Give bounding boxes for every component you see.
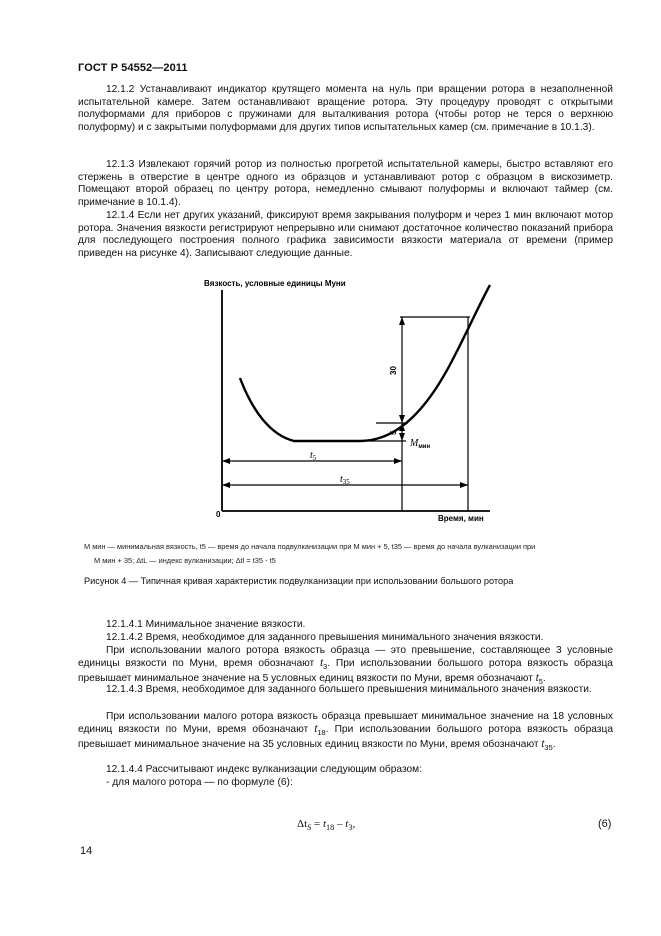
figure-4-vulcanization-curve	[190, 275, 510, 535]
paragraph-small-rotor-18: При использовании малого ротора вязкость образца превышает минимальное значение на 18 условных единиц вязкости по Муни, время обозначают $t_{18}$. При использовании большого ротора вязкость образца превышает минимальное значение на 35 условных единиц вязкости по Муни, время обозначают $t_{35}$.	[78, 711, 613, 753]
paragraph-12-1-2: 12.1.2 Устанавливают индикатор крутящего момента на нуль при вращении ротора в незаполненной испытательной камере. Затем останавливают вращение ротора. Эту процедуру проводят с открытыми полуформами для приборов с пружинами для выталкивания ротора (чтобы ротор не терся о верхнюю полуформу) и с закрытыми полуформами для других типов испытательных камер (см. примечание в 10.1.3).	[78, 84, 613, 133]
item-12-1-4-4: 12.1.4.4 Рассчитывают индекс вулканизации следующим образом:	[106, 764, 423, 775]
item-12-1-4-2: 12.1.4.2 Время, необходимое для заданного превышения минимального значения вязкости.	[106, 632, 544, 643]
paragraph-12-1-4: 12.1.4 Если нет других указаний, фиксируют время закрывания полуформ и через 1 мин включают мотор ротора. Значения вязкости регистрируют непрерывно или снимают достаточное количество показаний прибора для последующего построения полного графика зависимости вязкости материала от времени (пример приведен на рисунке 4). Записывают следующие данные.	[78, 210, 613, 259]
arrow-down-30	[399, 415, 405, 423]
label-5: 5	[389, 430, 398, 435]
formula-6: $\Delta t_S = t_{18} - t_3$,	[297, 818, 356, 833]
m-min-label: $M_{мин}$	[410, 438, 431, 450]
arrow-down-5	[399, 433, 405, 441]
arrow-up-30	[399, 317, 405, 325]
viscosity-curve	[240, 285, 490, 441]
page-number: 14	[80, 845, 93, 857]
paragraph-12-1-3: 12.1.3 Извлекают горячий ротор из полностью прогретой испытательной камеры, быстро вставляют его стержень в отверстие в центре одного из образцов и устанавливают ротор с образцом в вискозиметр. Помещают второй образец по центру ротора, немедленно смывают полуформы и включают таймер (см. примечание в 10.1.4).	[78, 159, 613, 208]
t35-label: $t_{35}$	[340, 474, 350, 486]
y-axis-label: Вязкость, условные единицы Муни	[204, 279, 346, 288]
item-12-1-4-1: 12.1.4.1 Минимальное значение вязкости.	[106, 619, 306, 630]
x-axis-label: Время, мин	[438, 514, 484, 523]
legend-line-1: M мин — минимальная вязкость, t5 — время до начала подвулканизации при M мин + 5, t35 — время до начала вулканизации при	[84, 542, 536, 551]
document-header: ГОСТ Р 54552—2011	[78, 62, 188, 74]
label-30: 30	[389, 366, 398, 375]
bullet-small-rotor: - для малого ротора — по формуле (6):	[106, 777, 293, 788]
origin-label: 0	[216, 510, 221, 519]
vulcanization-curve-diagram	[190, 275, 510, 535]
paragraph-small-rotor-3: При использовании малого ротора вязкость образца — это превышение, составляющее 3 условные единицы вязкости по Муни, время обозначают $t_3$. При использовании большого ротора вязкость образца превышает минимальное значение на 5 условных единиц вязкости по Муни, время обозначают $t_5$.	[78, 645, 613, 687]
t5-label: $t_5$	[310, 450, 317, 462]
equation-number: (6)	[598, 818, 612, 830]
figure-caption: Рисунок 4 — Типичная кривая характеристик подвулканизации при использовании большого ротора	[84, 576, 514, 586]
legend-line-2: M мин + 35; ΔtL — индекс вулканизации; Δtl = t35 - t5	[94, 556, 276, 565]
figure-legend	[84, 540, 619, 568]
item-12-1-4-3: 12.1.4.3 Время, необходимое для заданного большего превышения минимального значения вязкости.	[106, 684, 592, 695]
